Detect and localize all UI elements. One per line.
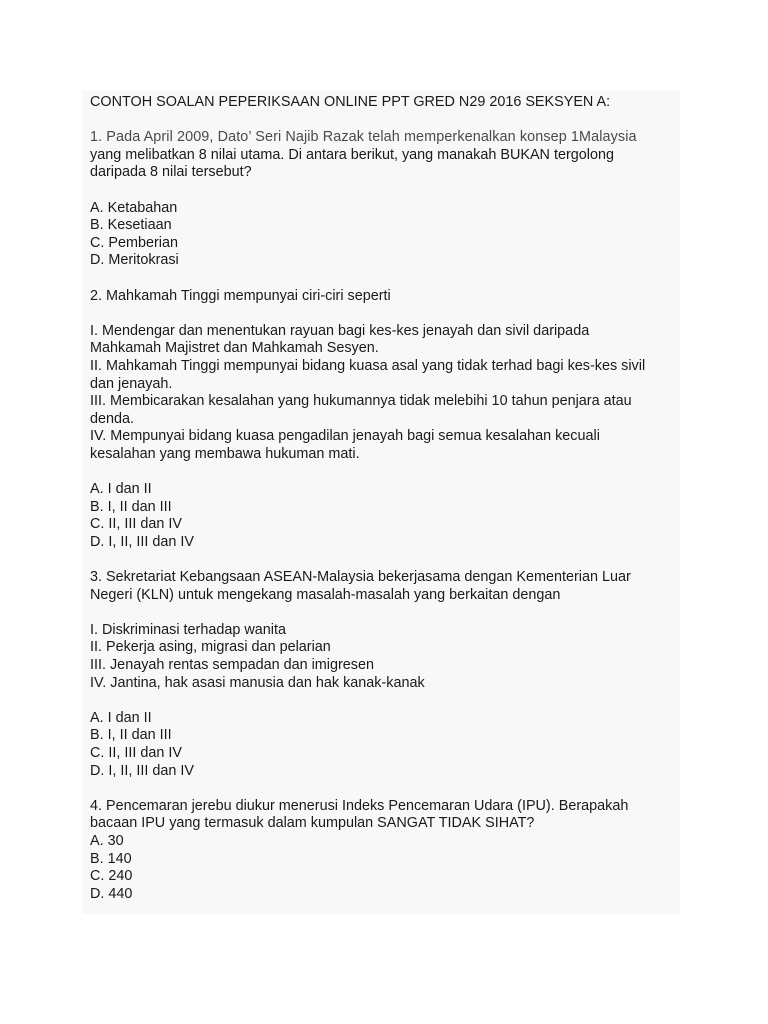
question-4-option-d: D. 440 [90,885,133,902]
question-3 [90,569,672,780]
question-4-option-b: B. 140 [90,850,132,867]
question-2-statement-line: kesalahan yang membawa hukuman mati. [90,445,360,462]
question-1-option-c: C. Pemberian [90,234,178,251]
question-2-statement-line: I. Mendengar dan menentukan rayuan bagi kes-kes jenayah dan sivil daripada [90,322,590,339]
document-page [82,90,680,914]
spacer [90,551,672,569]
question-3-stem-line: 3. Sekretariat Kebangsaan ASEAN-Malaysia bekerjasama dengan Kementerian Luar [90,569,631,586]
question-4-stem-line: bacaan IPU yang termasuk dalam kumpulan SANGAT TIDAK SIHAT? [90,815,535,832]
spacer [90,463,672,481]
question-3-statement-line: III. Jenayah rentas sempadan dan imigresen [90,657,374,673]
question-3-option-d: D. I, II, III dan IV [90,762,194,779]
question-3-stem-line: Negeri (KLN) untuk mengekang masalah-masalah yang berkaitan dengan [90,586,561,603]
question-3-option-a: A. I dan II [90,709,152,726]
question-2-statement-line: II. Mahkamah Tinggi mempunyai bidang kuasa asal yang tidak terhad bagi kes-kes sivil [90,357,646,374]
spacer [90,182,672,200]
question-4-stem-line: 4. Pencemaran jerebu diukur menerusi Indeks Pencemaran Udara (IPU). Berapakah [90,797,629,814]
spacer [90,780,672,798]
question-2-statement-line: Mahkamah Majistret dan Mahkamah Sesyen. [90,340,379,357]
question-2 [90,288,672,552]
spacer [90,305,672,323]
question-3-statement-line: I. Diskriminasi terhadap wanita [90,621,286,638]
question-1-stem-line: daripada 8 nilai tersebut? [90,164,252,181]
question-2-option-b: B. I, II dan III [90,498,172,515]
question-3-statement-line: IV. Jantina, hak asasi manusia dan hak kanak-kanak [90,674,425,691]
question-2-option-d: D. I, II, III dan IV [90,533,194,550]
question-2-option-a: A. I dan II [90,481,152,498]
question-1-stem-line: yang melibatkan 8 nilai utama. Di antara berikut, yang manakah BUKAN tergolong [90,146,614,163]
question-1-option-d: D. Meritokrasi [90,252,179,269]
question-1-stem-line: 1. Pada April 2009, Dato’ Seri Najib Razak telah memperkenalkan konsep 1Malaysia [90,129,637,146]
question-2-statement-line: III. Membicarakan kesalahan yang hukumannya tidak melebihi 10 tahun penjara atau [90,393,632,410]
document-title: CONTOH SOALAN PEPERIKSAAN ONLINE PPT GRED N29 2016 SEKSYEN A: [90,94,611,110]
spacer [90,112,672,130]
question-2-statement-line: denda. [90,410,135,427]
question-1-option-b: B. Kesetiaan [90,217,172,234]
spacer [90,270,672,288]
question-1 [90,129,672,270]
question-3-option-b: B. I, II dan III [90,727,172,744]
spacer [90,692,672,710]
question-2-option-c: C. II, III dan IV [90,516,182,533]
question-4-option-c: C. 240 [90,868,133,885]
question-2-stem-line: 2. Mahkamah Tinggi mempunyai ciri-ciri seperti [90,287,391,304]
question-4 [90,798,672,904]
question-3-option-c: C. II, III dan IV [90,744,182,761]
question-2-statement-line: IV. Mempunyai bidang kuasa pengadilan jenayah bagi semua kesalahan kecuali [90,428,600,445]
question-4-option-a: A. 30 [90,832,124,849]
question-3-statement-line: II. Pekerja asing, migrasi dan pelarian [90,639,331,656]
question-2-statement-line: dan jenayah. [90,375,173,392]
spacer [90,604,672,622]
question-1-option-a: A. Ketabahan [90,199,178,216]
